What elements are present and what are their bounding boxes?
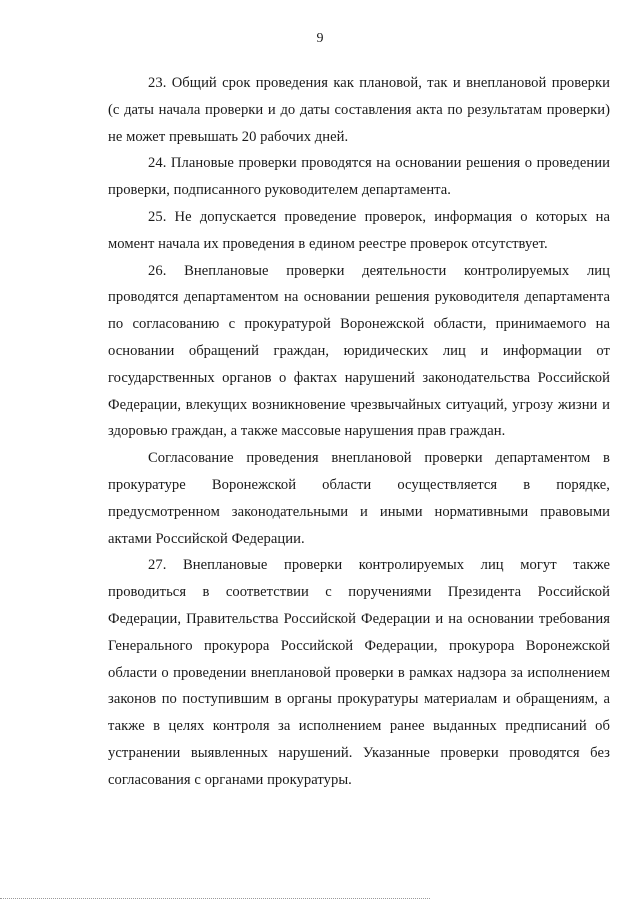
paragraph-23: 23. Общий срок проведения как плановой, так и внеплановой проверки (с даты начала проверки и до даты составления акта по результатам проверки) не может превышать 20 рабочих дней.: [108, 75, 610, 145]
scan-edge-line: [0, 898, 430, 899]
paragraph-27: 27. Внеплановые проверки контролируемых лиц могут также проводиться в соответствии с поручениями Президента Российской Федерации, Правительства Российской Федерации и на основании требования Генерального прокурора Российской Федерации, прокурора Воронежской области о проведении внеплановой проверки в рамках надзора за исполнением законов по поступившим в органы прокуратуры материалам и обращениям, а также в целях контроля за исполнением ранее выданных предписаний об устранении выявленных нарушений. Указанные проверки проводятся без согласования с органами прокуратуры.: [108, 557, 610, 788]
paragraph-25: 25. Не допускается проведение проверок, информация о которых на момент начала их проведения в едином реестре проверок отсутствует.: [108, 208, 610, 252]
paragraph-26: 26. Внеплановые проверки деятельности контролируемых лиц проводятся департаментом на основании решения руководителя департамента по согласованию с прокуратурой Воронежской области, принимаемого на основании обращений граждан, юридических лиц и информации от государственных органов о фактах нарушений законодательства Российской Федерации, влекущих возникновение чрезвычайных ситуаций, угрозу жизни и здоровью граждан, а также массовые нарушения прав граждан.: [108, 262, 610, 440]
paragraph-26-approval: Согласование проведения внеплановой проверки департаментом в прокуратуре Воронежской области осуществляется в порядке, предусмотренном законодательными и иными нормативными правовыми актами Российской Федерации.: [108, 450, 610, 547]
paragraph-24: 24. Плановые проверки проводятся на основании решения о проведении проверки, подписанного руководителем департамента.: [108, 155, 610, 199]
document-body: [108, 70, 610, 794]
page-number: 9: [316, 31, 324, 46]
